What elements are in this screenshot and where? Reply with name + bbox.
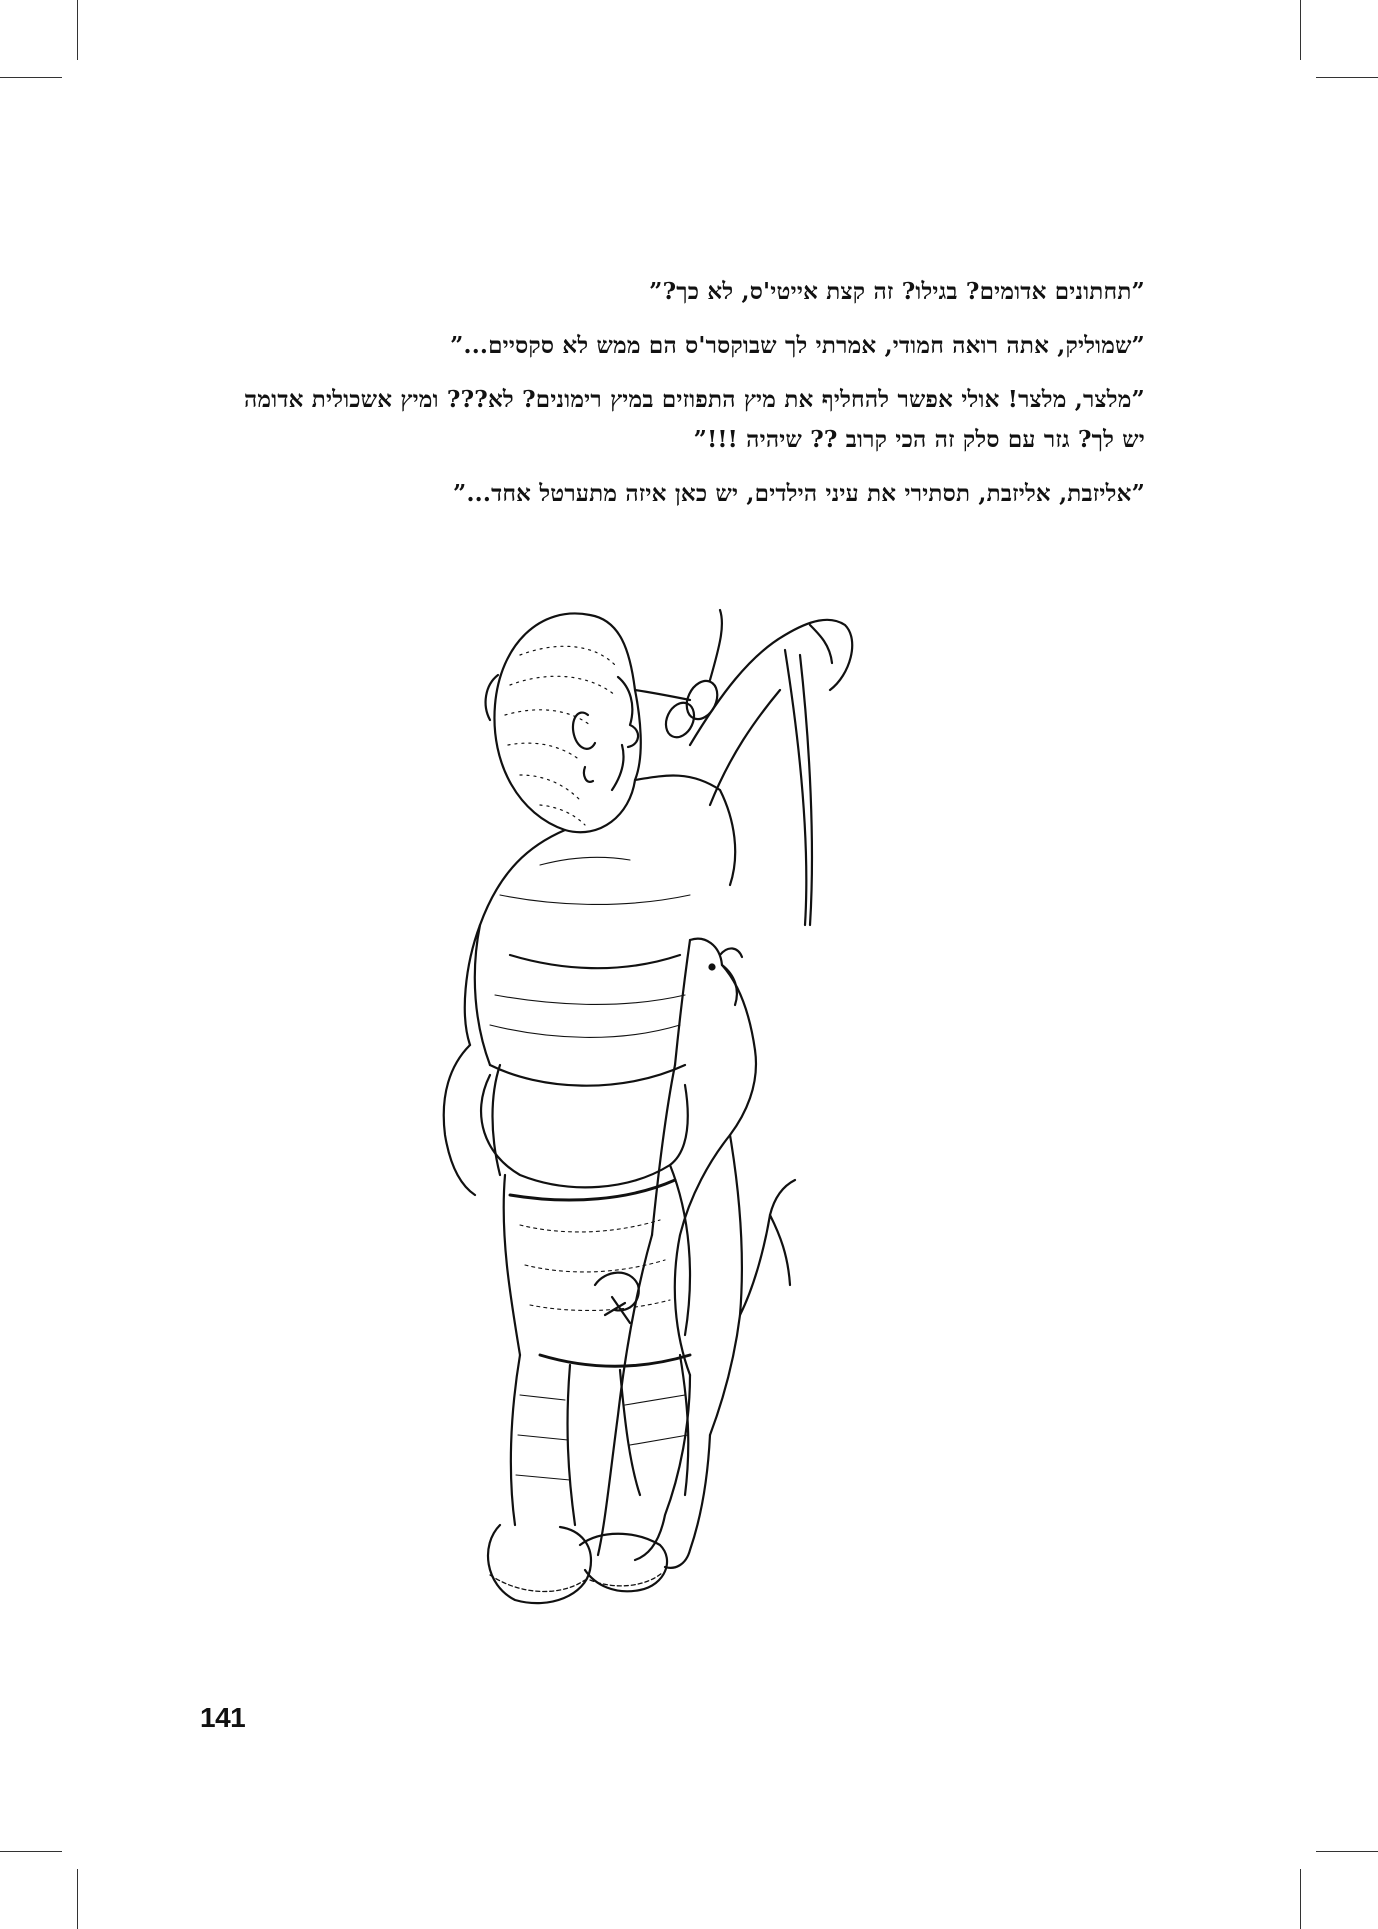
crop-mark-top-left-vertical [77,0,78,60]
crop-mark-bottom-right-vertical [1300,1869,1301,1929]
dialogue-text-block [220,272,1145,528]
crop-mark-bottom-left-vertical [77,1869,78,1929]
line-drawing-man-with-dog-icon [390,595,1070,1655]
crop-mark-bottom-left-horizontal [0,1851,62,1852]
dialogue-paragraph: ”תחתונים אדומים? בגילו? זה קצת אייטי'ס, לא כך?” [649,278,1145,305]
crop-mark-top-left-horizontal [0,77,62,78]
crop-mark-top-right-vertical [1300,0,1301,60]
dialogue-paragraph: ”אליזבת, אליזבת, תסתירי את עיני הילדים, יש כאן איזה מתערטל אחד...” [453,480,1145,507]
page-number: 141 [200,1702,246,1733]
dialogue-paragraph: ”מלצר, מלצר! אולי אפשר להחליף את מיץ התפוזים במיץ רימונים? לא??? ומיץ אשכולית אדומה יש לך? גזר עם סלק זה הכי קרוב ?? שיהיה !!!” [235,386,1145,453]
crop-mark-top-right-horizontal [1316,77,1378,78]
crop-mark-bottom-right-horizontal [1316,1851,1378,1852]
dialogue-paragraph: ”שמוליק, אתה רואה חמודי, אמרתי לך שבוקסר'ס הם ממש לא סקסיים...” [450,332,1145,359]
